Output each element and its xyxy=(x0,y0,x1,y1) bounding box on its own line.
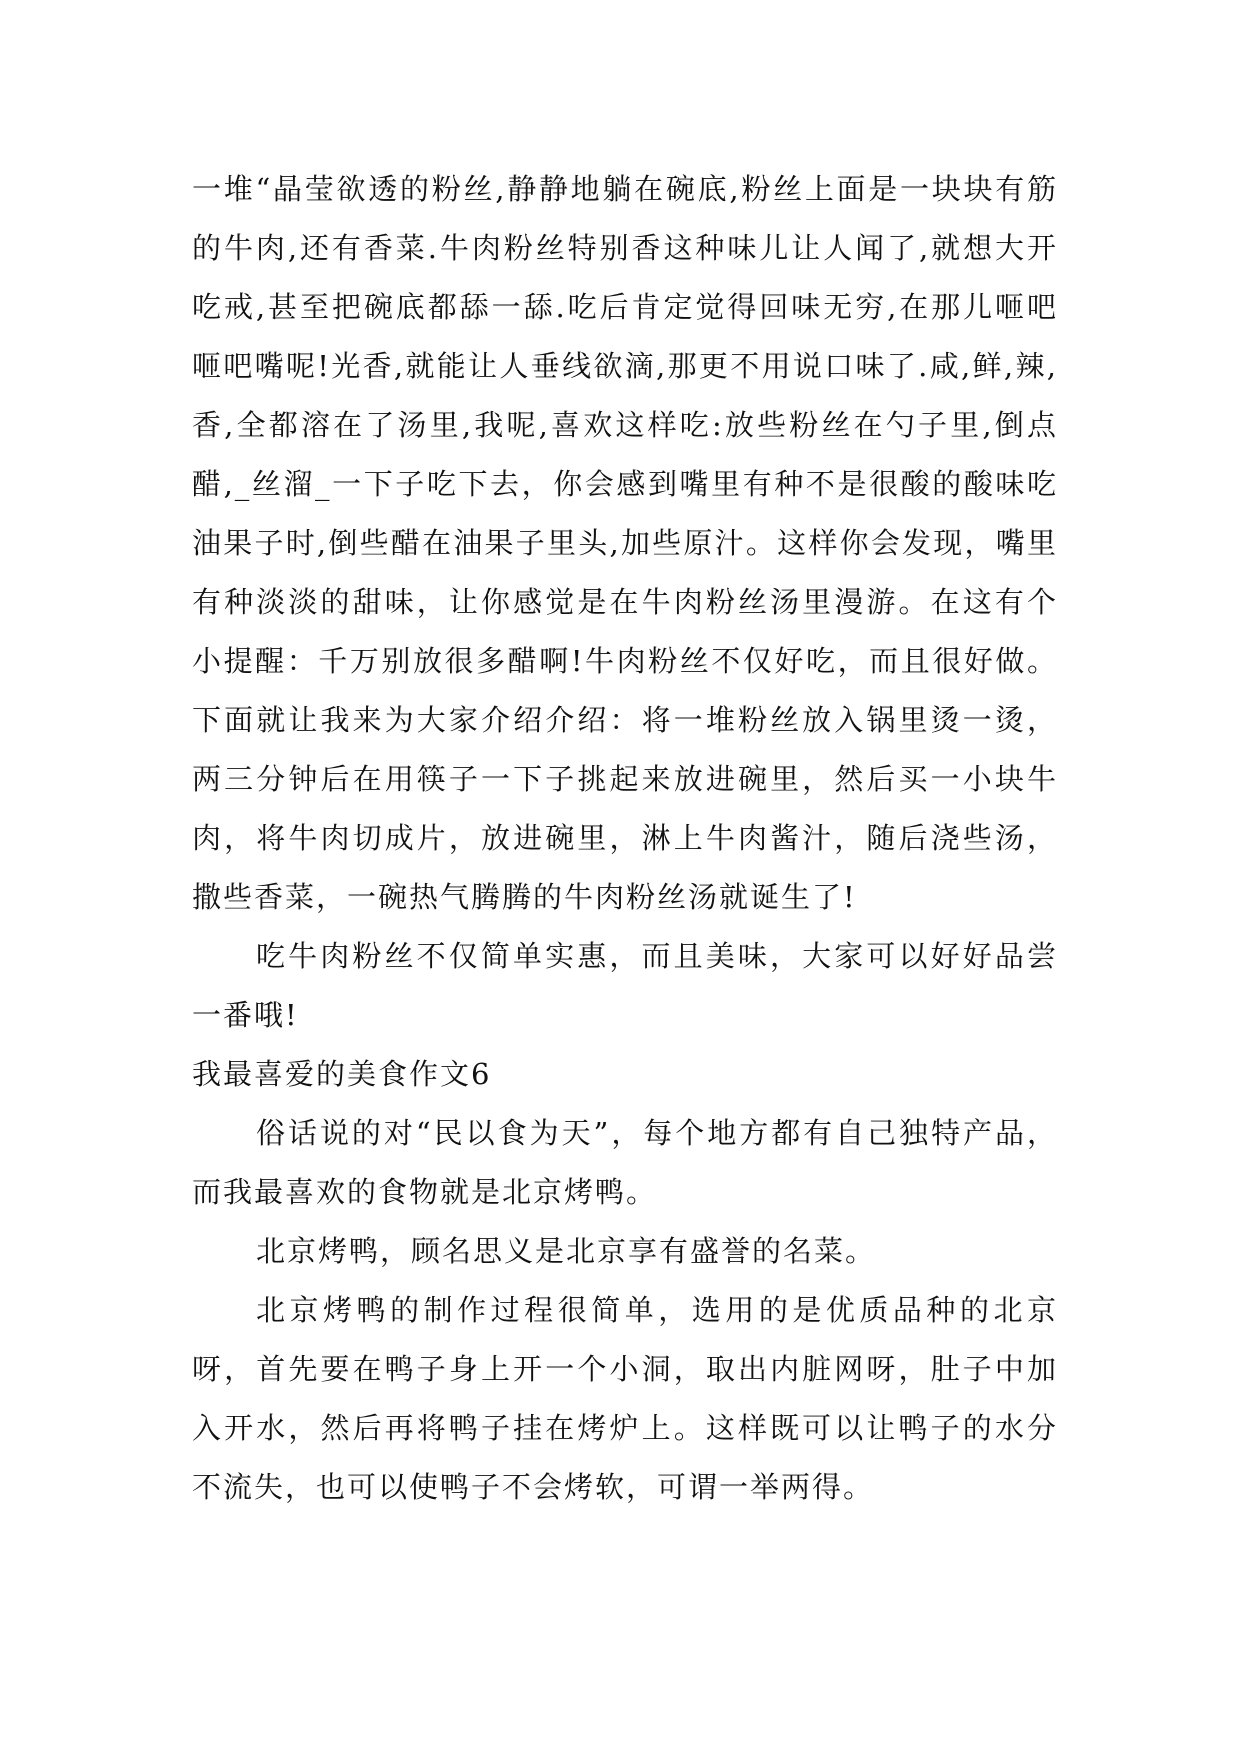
paragraph-roast-duck-intro: 北京烤鸭，顾名思义是北京享有盛誉的名菜。 xyxy=(256,1234,877,1268)
paragraph-proverb: 俗话说的对“民以食为天”，每个地方都有自己独特产品，而我最喜欢的食物就是北京烤鸭。 xyxy=(192,1116,1058,1209)
paragraph-beef-noodles-conclusion: 吃牛肉粉丝不仅简单实惠，而且美味，大家可以好好品尝一番哦! xyxy=(192,939,1058,1032)
paragraph-beef-noodles: 一堆“晶莹欲透的粉丝,静静地躺在碗底,粉丝上面是一块块有筋的牛肉,还有香菜.牛肉粉丝特别香这种味儿让人闻了,就想大开吃戒,甚至把碗底都舔一舔.吃后肯定觉得回味无穷,在那儿咂吧咂吧嘴呢!光香,就能让人垂线欲滴,那更不用说口味了.咸,鲜,辣,香,全都溶在了汤里,我呢,喜欢这样吃:放些粉丝在勺子里,倒点醋,_丝溜_一下子吃下去，你会感到嘴里有种不是很酸的酸味吃油果子时,倒些醋在油果子里头,加些原汁。这样你会发现，嘴里有种淡淡的甜味，让你感觉是在牛肉粉丝汤里漫游。在这有个小提醒：千万别放很多醋啊!牛肉粉丝不仅好吃，而且很好做。下面就让我来为大家介绍介绍：将一堆粉丝放入锅里烫一烫，两三分钟后在用筷子一下子挑起来放进碗里，然后买一小块牛肉，将牛肉切成片，放进碗里，淋上牛肉酱汁，随后浇些汤，撒些香菜，一碗热气腾腾的牛肉粉丝汤就诞生了! xyxy=(192,172,1058,914)
paragraph-roast-duck-process: 北京烤鸭的制作过程很简单，选用的是优质品种的北京呀，首先要在鸭子身上开一个小洞，取出内脏网呀，肚子中加入开水，然后再将鸭子挂在烤炉上。这样既可以让鸭子的水分不流失，也可以使鸭子不会烤软，可谓一举两得。 xyxy=(192,1293,1058,1504)
section-heading: 我最喜爱的美食作文6 xyxy=(192,1057,492,1091)
document-page xyxy=(192,160,1058,1517)
